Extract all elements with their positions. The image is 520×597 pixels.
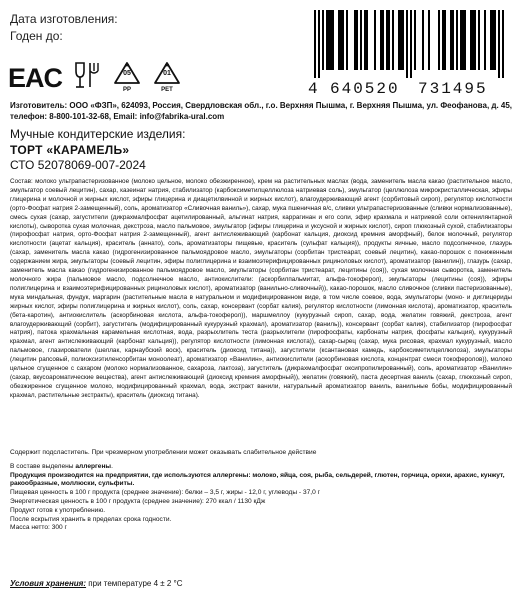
barcode-bar <box>366 10 368 70</box>
barcode-bar <box>438 10 440 70</box>
barcode-bar <box>364 10 366 70</box>
food-safe-icon <box>72 59 102 98</box>
storage-value: при температуре 4 ± 2 °С <box>88 579 183 588</box>
barcode-bar <box>400 10 402 70</box>
composition-text: Состав: молоко ультрапастеризованное (молоко цельное, молоко обезжиренное), крем на растительных маслах (вода, заменитель масла какао (растительное масло, эмульгатор соевый лецитин), сахар, казеинат натрия, стабилизатор (карбоксиметилцеллюлоза натриевая соль), эмульгатор (целлюлоза микрокристаллическая, эфиры глицерина и молочной и жирных кислот, эфиры глицерина и диацетилвинной и жирных кислот), влагоудерживающий агент (сорбитовый сироп), регулятор кислотности (орто-Фосфат натрия 2-замещенный), соль, ароматизатор «Сливочная ваниль»), сахар, мука пшеничная в/с, сливки ультрапастеризованные (сливки нормализованные), смесь сухая (сахар, загустители (дикрахмалфосфат ацетилированный, альгинат натрия, каррагинан и его соли, эфир крахмала и натриевой соли октенилянтарной кислоты), сыворотка сухая молочная, декстроза, масло пальмовое, эмульгатор (эфиры глицерина и уксусной и жирных кислот), сироп глюкозный сухой, стабилизаторы (пирофосфат натрия, орто-Фосфат натрия 2-замещенный), агент антислеживающий (карбонат кальция, диоксид кремния аморфный), белок молочный, регулятор кислотности (ацетат кальция), краситель (аннато), соль, ароматизаторы пищевые, краситель (сульфат кальция)), продукты яичные, масло подсолнечное, глазурь (сахар, заменитель масла какао (гидрогенизированное пальмоядровое масло, эмульгаторы (сорбитан тристеарат, соевый лецитин), какао-порошок с пониженным содержанием жира, эмульгаторы (соевый лецитин, эфиры полиглицерина и взаимоэтерифицированных рициноловых кислот), ароматизатор (ванилин)), глазурь (сахар, заменитель масла какао (гидрогенизированное пальмоядровое масло, эмульгаторы (сорбитан тристеарат, лецитины (соя)), сухая молочная сыворотка, заменитель молочного жира (пальмовое масло, подсолнечное масло, антиокислители: (аскорбилпальмитат, альфа-токоферол), эмульгаторы (лецитины (соя)), эфиры полиглицерина и взаимоэтерифицированных рициноловых кислот), ароматизатор (ванильно-сливочный)), какао-порошок, масло сливочное (сливки пастеризованные), мука миндальная, фундук, маргарин (растительные масла в натуральном и модифицированном виде, в том числе соевое, вода, эмульгаторы (моно- и диглицериды жирных кислот, эфиры полиглицерина и жирных кислот), соль, сахар, консервант (сорбат калия), регулятор кислотности (лимонная кислота), ароматизатор, краситель (бета-каротин), антиокислитель (аскорбиновая кислота, альфа-токоферол)), маршмеллоу (кукурузный сироп, сахар, вода, желатин говяжий, декстроза, агент влагоудерживающий (сорбит), загуститель (модифицированный кукурузный крахмал), ароматизатор (ваниль)), консервант (сорбат калия), стабилизатор (пирофосфат натрия), патока крахмальная карамельная кислотная, вода, разрыхлитель теста (разрыхлители (пирофосфаты, карбонаты натрия, фосфаты кальция), кукурузный крахмал, агент антислеживающий (карбонат кальция)), регулятор кислотности (лимонная кислота)), сахар-сырец (сахар, мука рисовая, крахмал кукурузный, масло пальмовое, глазирователи (шеллак, карнаубский воск), краситель (диоксид титана)), загустители (ксантановая камедь, карбоксиметилцеллюлоза), эмульгаторы (лецитин рапсовый, полиоксиэтиленсорбитан моноолеат), ароматизатор «Ванилин», антиокислители (аскорбиновая кислота, концентрат смеси токоферолов)), молоко цельное сгущенное с сахаром (молоко нормализованное, сахароза, лактоза), загуститель (дикрахмалфосфат оксипропилированный), соль, ароматизатор «Ванилин» (сахар, вкусоароматические вещества), агент антислеживающий (диоксид кремния аморфный)), желатин (говяжий), паста десертная ваниль (сахар, глюкозный сироп, обезжиренное сгущенное молоко, модифицированный крахмал, вода, экстракт ванили, натуральный ароматизатор ваниль, ванильные бобы, модифицированный крахмал, растительные экстракты), краситель (диоксид титана). <box>10 178 512 399</box>
barcode-bar <box>338 10 340 70</box>
barcode-bar <box>450 10 452 70</box>
barcode-bar <box>460 10 462 70</box>
recycle-label: PP <box>123 87 132 93</box>
barcode-bar <box>314 10 316 78</box>
barcode-bar <box>328 10 330 70</box>
barcode-bar <box>392 10 394 70</box>
sweetener-warning: Содержит подсластитель. При чрезмерном употреблении может оказывать слабительное действие <box>10 449 317 456</box>
ready-to-eat: Продукт готов к употреблению. <box>10 506 106 514</box>
barcode-bar <box>490 10 492 70</box>
barcode-bar <box>414 10 416 70</box>
barcode-bar <box>444 10 446 70</box>
date-made-label: Дата изготовления: <box>10 12 118 26</box>
storage-label: Условия хранения: <box>10 579 87 588</box>
recycle-label: PET <box>161 87 173 93</box>
barcode-bars <box>310 10 510 78</box>
allergens-prefix: В составе выделены <box>10 462 76 470</box>
best-before-label: Годен до: <box>10 29 63 43</box>
barcode-bar <box>494 10 496 70</box>
allergens-suffix: . <box>111 462 113 470</box>
product-standard: СТО 52078069-007-2024 <box>10 158 146 172</box>
barcode-bar <box>502 10 504 78</box>
barcode-bar <box>382 10 384 70</box>
product-name: ТОРТ «КАРАМЕЛЬ» <box>10 143 130 157</box>
barcode-bar <box>474 10 476 70</box>
ean13-barcode <box>308 10 510 98</box>
barcode-bar <box>340 10 342 70</box>
barcode-bar <box>342 10 344 70</box>
product-notes <box>10 449 510 533</box>
barcode-bar <box>498 10 500 78</box>
production-allergens: Продукция производится на предприятии, где используются аллергены: молоко, яйца, соя, рыба, сельдерей, глютен, горчица, орехи, арахис, кунжут, ракообразные, моллюски, сульфиты. <box>10 471 505 488</box>
recycle-pp-icon <box>112 61 142 95</box>
barcode-bar <box>402 10 404 70</box>
barcode-bar <box>478 10 480 70</box>
barcode-bar <box>452 10 454 70</box>
after-opening-note: После вскрытия хранить в пределах срока годности. <box>10 515 172 523</box>
barcode-bar <box>442 10 444 70</box>
certification-icons <box>8 60 182 96</box>
barcode-bar <box>428 10 430 70</box>
barcode-bar <box>398 10 400 70</box>
barcode-bar <box>322 10 324 70</box>
barcode-left-group: 640520 <box>330 80 400 98</box>
barcode-bar <box>354 10 356 70</box>
barcode-bar <box>410 10 412 78</box>
barcode-bar <box>386 10 388 70</box>
barcode-bar <box>356 10 358 70</box>
recycle-code: 05 <box>123 70 131 77</box>
allergens-word: аллергены <box>75 462 112 470</box>
barcode-bar <box>456 10 458 70</box>
barcode-bar <box>374 10 376 70</box>
barcode-bar <box>472 10 474 70</box>
barcode-bar <box>332 10 334 70</box>
energy-value: Энергетическая ценность в 100 г продукта (среднее значение): 270 ккал / 1130 кДж <box>10 497 266 505</box>
barcode-first-digit: 4 <box>308 80 320 98</box>
barcode-bar <box>492 10 494 70</box>
barcode-bar <box>326 10 328 70</box>
barcode-bar <box>318 10 320 78</box>
barcode-bar <box>422 10 424 70</box>
allergens-note <box>10 463 510 472</box>
barcode-bar <box>360 10 362 70</box>
barcode-bar <box>464 10 466 70</box>
product-category: Мучные кондитерские изделия: <box>10 127 186 141</box>
barcode-bar <box>470 10 472 70</box>
barcode-bar <box>484 10 486 70</box>
manufacturer-info: Изготовитель: ООО «ФЗП», 624093, Россия, Свердловская обл., г.о. Верхняя Пышма, г. Верхняя Пышма, ул. Феофанова, д. 45, телефон: 8-800-101-32-68, Email: info@fabrika-ural.com <box>10 101 513 121</box>
barcode-bar <box>462 10 464 70</box>
eac-mark-icon: EAC <box>8 62 63 93</box>
recycle-code: 01 <box>163 70 171 77</box>
barcode-bar <box>388 10 390 70</box>
barcode-bar <box>406 10 408 78</box>
net-mass: Масса нетто: 300 г <box>10 524 67 532</box>
recycle-pet-icon <box>152 61 182 95</box>
nutrition-value: Пищевая ценность в 100 г продукта (среднее значение): белки – 3,5 г, жиры - 12,0 г, углеводы - 37,0 г <box>10 489 321 497</box>
barcode-bar <box>330 10 332 70</box>
barcode-right-group: 731495 <box>418 80 488 98</box>
barcode-bar <box>380 10 382 70</box>
storage-conditions <box>10 579 183 588</box>
barcode-bar <box>346 10 348 70</box>
